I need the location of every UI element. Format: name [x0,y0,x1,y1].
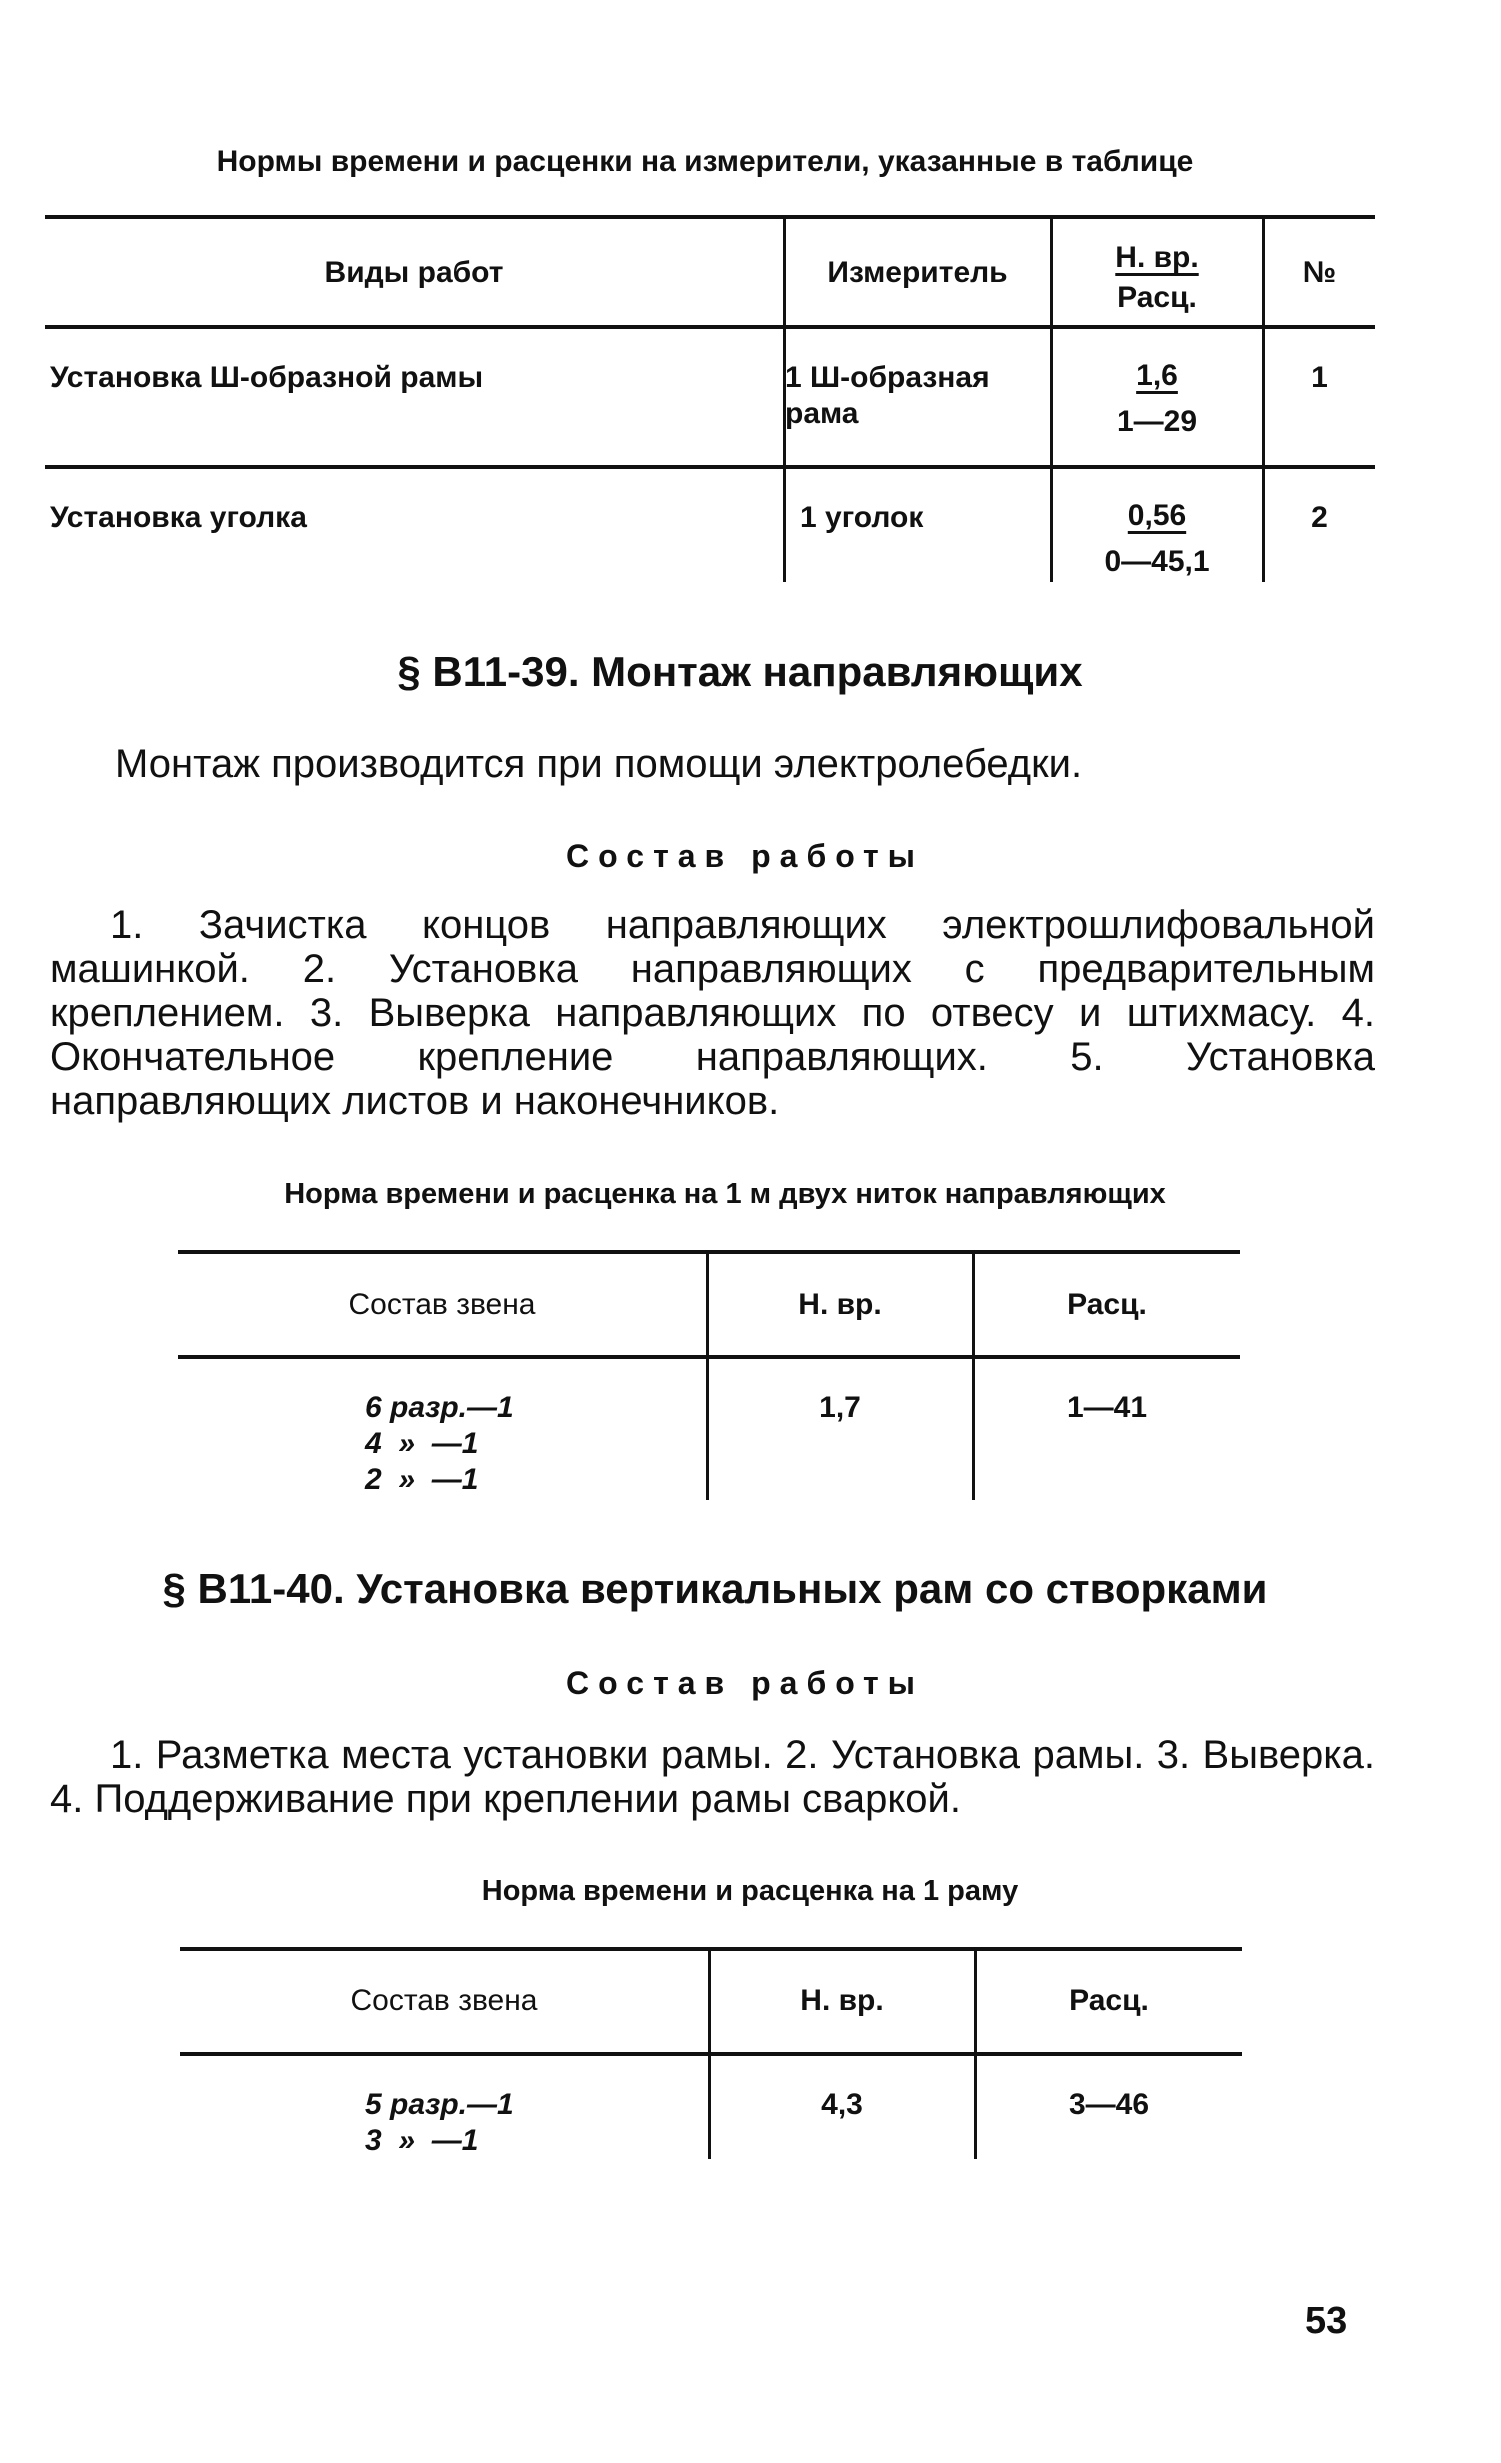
table1-unit: 1 уголок [800,501,924,534]
table1-caption: Нормы времени и расценки на измерители, указанные в таблице [216,145,1194,178]
table2-header-norm: Н. вр. [798,1288,882,1321]
section39-heading: § В11-39. Монтаж направляющих [397,648,1083,695]
section40-table-caption: Норма времени и расценка на 1 раму [481,1875,1019,1907]
table1-header-work: Виды работ [324,256,504,289]
table3-header-crew: Состав звена [350,1984,538,2017]
table2-header-rate: Расц. [1067,1288,1147,1321]
section40-heading: § В11-40. Установка вертикальных рам со створками [162,1565,1268,1612]
table1-header-rule [45,325,1375,329]
table1-header-norm: Н. вр. Расц. [1115,241,1199,314]
table2-norm: 1,7 [819,1391,861,1424]
table1-row-rule [45,465,1375,469]
table3-crew: 5 разр.—1 3 » —1 [365,2088,514,2157]
table3-header-rule [180,2052,1242,2056]
table2-crew: 6 разр.—1 4 » —1 2 » —1 [365,1391,514,1496]
table3-header-rate: Расц. [1069,1984,1149,2017]
table1-num: 1 [1311,361,1328,394]
table3-col-divider [708,1949,711,2159]
table2-top-rule [178,1250,1240,1254]
table2-header-rule [178,1355,1240,1359]
table1-work: Установка уголка [50,501,307,534]
section40-subheading: Состав работы [566,1665,924,1701]
table2-header-crew: Состав звена [348,1288,536,1321]
table1-work: Установка Ш-образной рамы [50,361,484,394]
table1-norm: 0,56 0—45,1 [1104,499,1210,578]
table3-top-rule [180,1947,1242,1951]
table3-col-divider [974,1949,977,2159]
table3-header-norm: Н. вр. [800,1984,884,2017]
table1-unit: 1 Ш-образная рама [785,361,990,430]
table1-header-num: № [1302,256,1337,289]
section40-body: 1. Разметка места установки рамы. 2. Установка рамы. 3. Выверка. 4. Поддерживание при креплении рамы сваркой. [50,1733,1375,1821]
table3-norm: 4,3 [821,2088,863,2121]
table1-norm: 1,6 1—29 [1116,359,1198,438]
table1-top-rule [45,215,1375,219]
table2-rate: 1—41 [1066,1391,1148,1424]
table3-rate: 3—46 [1068,2088,1150,2121]
section39-subheading: Состав работы [566,838,924,874]
section39-table-caption: Норма времени и расценка на 1 м двух ниток направляющих [284,1178,1166,1210]
table1-header-unit: Измеритель [827,256,1008,289]
section39-body: 1. Зачистка концов направляющих электрошлифовальной машинкой. 2. Установка направляющих с предварительным креплением. 3. Выверка направляющих по отвесу и штихмасу. 4. Окончательное крепление направляющих. 5. Установка направляющих листов и наконечников. [50,903,1375,1123]
table1-num: 2 [1311,501,1328,534]
section39-intro: Монтаж производится при помощи электролебедки. [115,742,1083,786]
page-number: 53 [1305,2300,1348,2342]
